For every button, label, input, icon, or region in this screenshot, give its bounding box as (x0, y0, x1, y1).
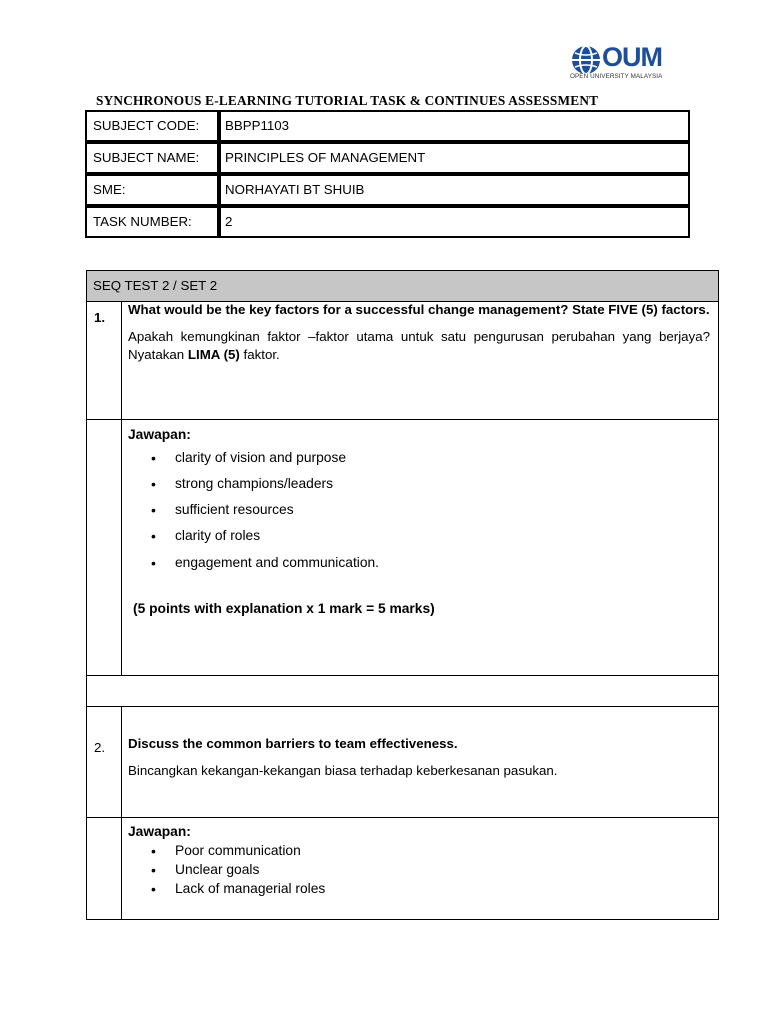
q1-ms-part1: Apakah kemungkinan faktor –faktor utama untuk satu pengurusan perubahan yang berjaya? Nyatakan (128, 329, 710, 362)
logo-tagline: OPEN UNIVERSITY MALAYSIA (570, 73, 663, 80)
q1-answer-cell (121, 419, 719, 676)
list-item: • clarity of roles (128, 528, 712, 543)
info-row-subject-code (85, 110, 690, 142)
list-item: • sufficient resources (128, 502, 712, 517)
list-item: • Unclear goals (128, 862, 712, 877)
q2-number: 2. (94, 740, 106, 755)
info-label: TASK NUMBER: (85, 206, 221, 238)
section-header: SEQ TEST 2 / SET 2 (86, 270, 719, 302)
list-item: • Lack of managerial roles (128, 881, 712, 896)
oum-globe-icon (570, 44, 602, 76)
document-title: SYNCHRONOUS E-LEARNING TUTORIAL TASK & CONTINUES ASSESSMENT (96, 93, 599, 108)
info-label: SUBJECT CODE: (85, 110, 221, 142)
oum-logo (570, 42, 672, 84)
q2-answer-label: Jawapan: (128, 824, 191, 839)
list-item: • Poor communication (128, 843, 712, 858)
info-row-subject-name (85, 142, 690, 174)
info-row-task-number (85, 206, 690, 238)
q2-answer-number-cell (86, 817, 122, 920)
q1-ms-bold: LIMA (5) (187, 347, 240, 362)
info-value: PRINCIPLES OF MANAGEMENT (217, 142, 690, 174)
info-value: 2 (217, 206, 690, 238)
q2-answer-cell (121, 817, 719, 920)
q1-question-cell (121, 301, 719, 420)
question-table (86, 270, 719, 920)
list-item: • engagement and communication. (128, 555, 712, 570)
q1-number-cell (86, 301, 122, 420)
info-label: SME: (85, 174, 221, 206)
q1-ms-part2: faktor. (239, 347, 280, 362)
q2-question-ms: Bincangkan kekangan-kekangan biasa terhadap keberkesanan pasukan. (128, 763, 558, 778)
q1-answer-label: Jawapan: (128, 427, 191, 442)
q1-answer-list (128, 450, 712, 570)
q1-question-en: What would be the key factors for a successful change management? State FIVE (5) factors. (128, 302, 710, 317)
q1-number: 1. (94, 310, 106, 325)
logo-brand: OUM (602, 42, 662, 72)
info-value: BBPP1103 (217, 110, 690, 142)
spacer-row (86, 675, 719, 707)
list-item: • strong champions/leaders (128, 476, 712, 491)
q1-question-ms (128, 328, 710, 364)
q2-question-en: Discuss the common barriers to team effectiveness. (128, 736, 458, 751)
q2-answer-list (128, 843, 712, 896)
q1-answer-number-cell (86, 419, 122, 676)
list-item: • clarity of vision and purpose (128, 450, 712, 465)
info-row-sme (85, 174, 690, 206)
q2-question-cell (121, 706, 719, 818)
q2-number-cell (86, 706, 122, 818)
info-value: NORHAYATI BT SHUIB (217, 174, 690, 206)
info-label: SUBJECT NAME: (85, 142, 221, 174)
q1-marks: (5 points with explanation x 1 mark = 5 marks) (133, 601, 435, 616)
